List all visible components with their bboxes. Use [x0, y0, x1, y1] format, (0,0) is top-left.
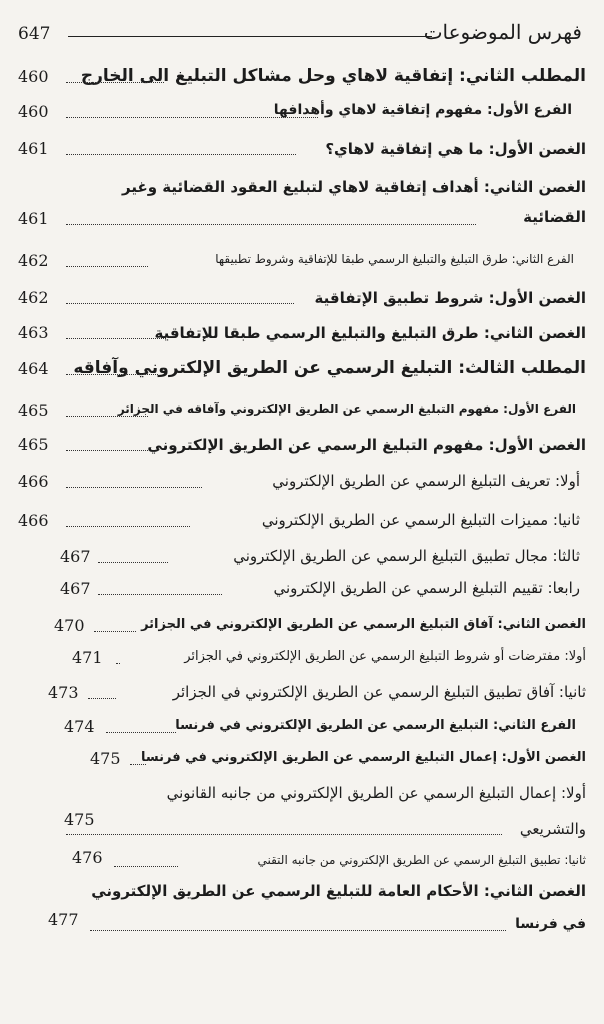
toc-entry[interactable]	[18, 714, 586, 740]
toc-leader-dots	[66, 224, 476, 225]
toc-entry[interactable]	[18, 746, 586, 772]
toc-entry-title: الغصن الأول: إعمال التبليغ الرسمي عن الطريق الإلكتروني في فرنسا	[141, 750, 586, 765]
toc-entry-page: 470	[54, 616, 85, 635]
toc-entry-page: 461	[18, 139, 49, 158]
toc-leader-dots	[66, 487, 202, 488]
toc-entry-title: الفرع الأول: مفهوم إتفاقية لاهاي وأهدافها	[273, 102, 572, 118]
toc-leader-dots	[66, 526, 190, 527]
toc-leader-dots	[98, 562, 168, 563]
toc-entry-title-line2: والتشريعي	[519, 820, 586, 838]
toc-entry[interactable]	[18, 680, 586, 706]
toc-entry-page: 465	[18, 435, 49, 454]
toc-entry-title: الفرع الثاني: التبليغ الرسمي عن الطريق الإلكتروني في فرنسا	[175, 718, 576, 733]
toc-entry-title: ثانيا: تطبيق التبليغ الرسمي عن الطريق الإلكتروني من جانبه التقني	[257, 853, 586, 867]
toc-entry-page: 465	[18, 401, 49, 420]
toc-leader-dots	[66, 303, 294, 304]
toc-entry[interactable]	[18, 285, 586, 311]
header-rule	[68, 36, 432, 37]
toc-entry-page: 477	[48, 910, 79, 929]
toc-entry-title: الغصن الأول: شروط تطبيق الإتفاقية	[314, 289, 586, 307]
toc-entry-title: الغصن الثاني: طرق التبليغ والتبليغ الرسمي طبقا للإتفاقية	[154, 324, 586, 342]
toc-leader-dots	[88, 698, 116, 699]
toc-entry-title: الفرع الثاني: طرق التبليغ والتبليغ الرسمي طبقا للإتفاقية وشروط تطبيقها	[215, 252, 574, 266]
toc-leader-dots	[98, 594, 222, 595]
toc-leader-dots	[116, 663, 120, 664]
toc-entry-page: 460	[18, 67, 49, 86]
toc-entry[interactable]	[18, 508, 586, 534]
toc-entry-title-line1: أولا: إعمال التبليغ الرسمي عن الطريق الإلكتروني من جانبه القانوني	[166, 784, 586, 802]
toc-entry-page: 473	[48, 683, 79, 702]
toc-entry-title: الفرع الأول: مفهوم التبليغ الرسمي عن الطريق الإلكتروني وآفاقه في الجزائر	[117, 402, 576, 416]
toc-entry-page: 463	[18, 323, 49, 342]
toc-entry-title: ثانيا: آفاق تطبيق التبليغ الرسمي عن الطريق الإلكتروني في الجزائر	[172, 683, 586, 701]
toc-leader-dots	[90, 930, 506, 931]
toc-entry-title-line1: الغصن الثاني: أهداف إتفاقية لاهاي لتبليغ العقود القضائية وغير	[122, 178, 586, 196]
toc-leader-dots	[66, 266, 148, 267]
toc-entry-page: 467	[60, 547, 91, 566]
toc-entry[interactable]	[18, 848, 586, 874]
toc-entry-page: 474	[64, 717, 95, 736]
toc-entry[interactable]	[18, 576, 586, 602]
toc-entry-page: 471	[72, 648, 103, 667]
toc-entry[interactable]	[18, 782, 586, 842]
toc-entry[interactable]	[18, 398, 586, 424]
toc-entry-page: 464	[18, 359, 49, 378]
toc-leader-dots	[114, 866, 178, 867]
toc-entry-page: 462	[18, 251, 49, 270]
toc-leader-dots	[66, 450, 148, 451]
toc-entry-page: 476	[72, 848, 103, 867]
toc-entry-title: رابعا: تقييم التبليغ الرسمي عن الطريق الإلكتروني	[273, 579, 580, 597]
toc-entry-page: 475	[90, 749, 121, 768]
page-header	[18, 8, 582, 48]
toc-entry[interactable]	[18, 544, 586, 570]
toc-leader-dots	[66, 154, 296, 155]
toc-leader-dots	[94, 631, 136, 632]
toc-entry-title: المطلب الثاني: إتفاقية لاهاي وحل مشاكل التبليغ الى الخارج	[80, 66, 586, 86]
toc-entry-title: ثالثا: مجال تطبيق التبليغ الرسمي عن الطريق الإلكتروني	[233, 547, 580, 565]
toc-entry[interactable]	[18, 613, 586, 639]
toc-entry[interactable]	[18, 320, 586, 346]
page-number: 647	[18, 24, 51, 44]
toc-entry-title-line1: الغصن الثاني: الأحكام العامة للتبليغ الرسمي عن الطريق الإلكتروني	[91, 882, 586, 900]
header-title: فهرس الموضوعات	[423, 20, 582, 44]
toc-entry-page: 460	[18, 102, 49, 121]
toc-entry-title: المطلب الثالث: التبليغ الرسمي عن الطريق الإلكتروني وآفاقه	[73, 358, 586, 378]
toc-entry[interactable]	[18, 248, 586, 274]
toc-entry[interactable]	[18, 99, 586, 125]
toc-entry-title: أولا: تعريف التبليغ الرسمي عن الطريق الإلكتروني	[272, 472, 580, 490]
toc-entry[interactable]	[18, 136, 586, 162]
toc-entry[interactable]	[18, 645, 586, 671]
toc-entry[interactable]	[18, 64, 586, 90]
toc-entry[interactable]	[18, 880, 586, 940]
toc-entry[interactable]	[18, 356, 586, 382]
toc-entry-title: ثانيا: مميزات التبليغ الرسمي عن الطريق الإلكتروني	[261, 511, 580, 529]
toc-leader-dots	[130, 764, 146, 765]
toc-entry[interactable]	[18, 176, 586, 232]
toc-entry[interactable]	[18, 469, 586, 495]
toc-entry-title-line2: في فرنسا	[515, 916, 586, 932]
toc-entry-title: الغصن الثاني: آفاق التبليغ الرسمي عن الطريق الإلكتروني في الجزائر	[141, 617, 586, 632]
toc-entry-page: 466	[18, 472, 49, 491]
toc-leader-dots	[66, 416, 148, 417]
toc-leader-dots	[66, 374, 158, 375]
toc-leader-dots	[66, 834, 502, 835]
toc-entry-page: 467	[60, 579, 91, 598]
toc-entry-title: الغصن الأول: ما هي إتفاقية لاهاي؟	[325, 140, 586, 158]
toc-entry-page: 462	[18, 288, 49, 307]
toc-leader-dots	[66, 338, 166, 339]
toc-entry-page: 466	[18, 511, 49, 530]
toc-entry-page: 461	[18, 209, 49, 228]
toc-leader-dots	[66, 82, 164, 83]
toc-entry-page: 475	[64, 810, 95, 829]
toc-entry[interactable]	[18, 432, 586, 458]
toc-entry-title: أولا: مفترضات أو شروط التبليغ الرسمي عن الطريق الإلكتروني في الجزائر	[184, 649, 586, 664]
toc-entry-title: الغصن الأول: مفهوم التبليغ الرسمي عن الطريق الإلكتروني	[147, 436, 586, 454]
toc-entry-title-line2: القضائية	[523, 208, 586, 226]
toc-leader-dots	[66, 117, 318, 118]
toc-leader-dots	[106, 732, 176, 733]
